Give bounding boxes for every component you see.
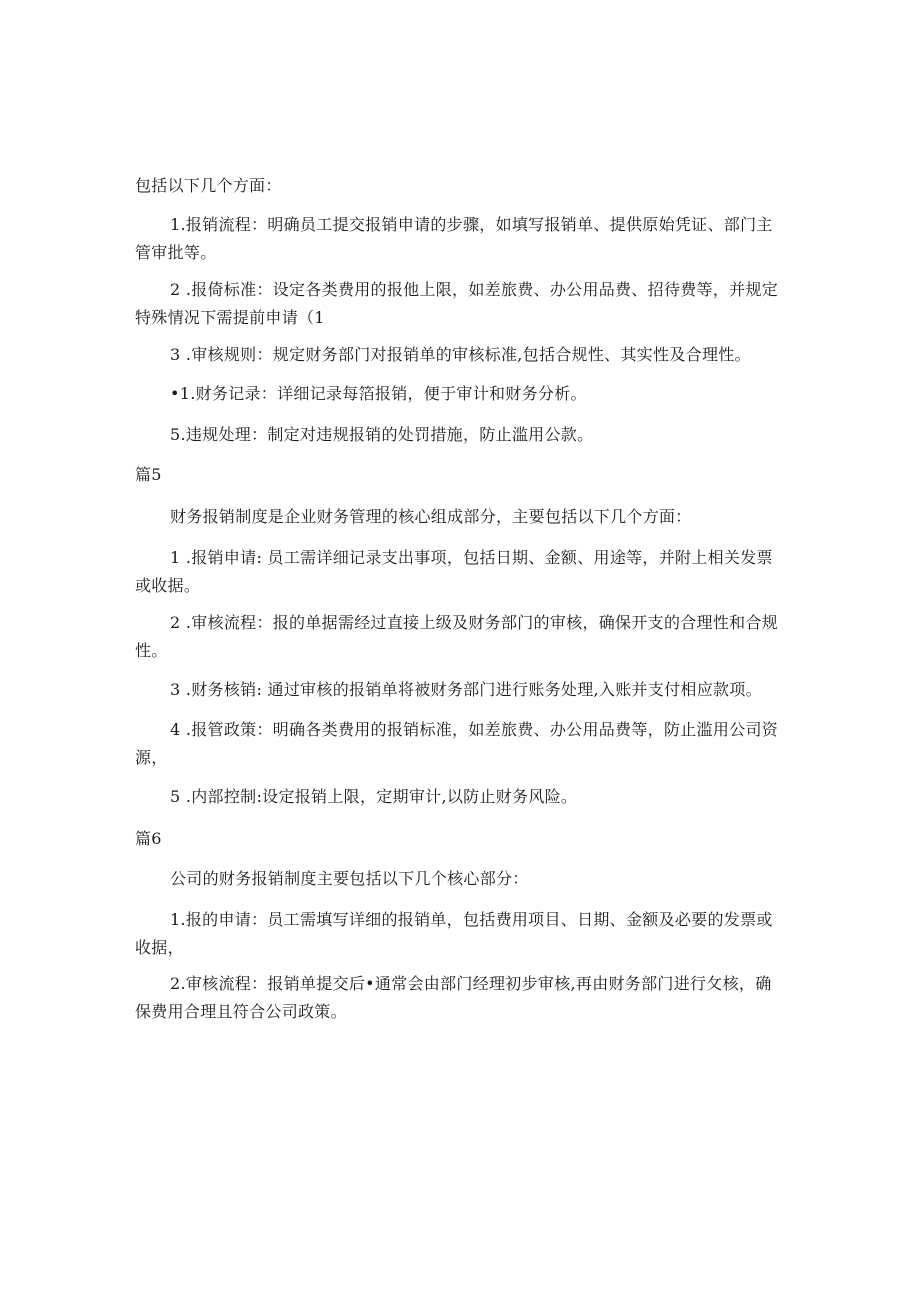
list-item: 4 .报管政策：明确各类费用的报销标准，如差旅费、办公用品费等，防止滥用公司资源， [135, 720, 779, 767]
section-heading: 篇6 [135, 829, 162, 848]
intro-paragraph: 公司的财务报销制度主要包括以下几个核心部分： [170, 869, 529, 888]
section-heading: 篇5 [135, 465, 162, 484]
list-item: 5 .内部控制:设定报销上限，定期审计,以防止财务风险。 [170, 787, 578, 806]
list-item: 5.违规处理：制定对违规报销的处罚措施，防止滥用公款。 [170, 425, 594, 444]
list-item: 2 .报倚标准：设定各类费用的报他上限，如差旅费、办公用品费、招待费等，并规定特殊情况下需提前申请（1 [135, 280, 779, 327]
list-item: 1 .报销申请: 员工需详细记录支出事项，包括日期、金额、用途等，并附上相关发票或收据。 [135, 548, 773, 595]
list-item: 2 .审核流程：报的单据需经过直接上级及财务部门的审核，确保开支的合理性和合规性。 [135, 613, 779, 660]
intro-paragraph: 包括以下几个方面： [135, 176, 282, 195]
list-item: 1.报的申请：员工需填写详细的报销单，包括费用项目、日期、金额及必要的发票或收据， [135, 910, 773, 957]
list-item: 3 .审核规则：规定财务部门对报销单的审核标准,包括合规性、其实性及合理性。 [170, 345, 751, 364]
list-item: •1.财务记录：详细记录每箔报销，便于审计和财务分析。 [170, 384, 587, 403]
intro-paragraph: 财务报销制度是企业财务管理的核心组成部分，主要包括以下几个方面： [170, 507, 692, 526]
list-item: 3 .财务核销: 通过审核的报销单将被财务部门进行账务处理,入账并支付相应款项。 [170, 680, 762, 699]
list-item: 1.报销流程：明确员工提交报销申请的步骤，如填写报销单、提供原始凭证、部门主管审批等。 [135, 215, 773, 262]
list-item: 2.审核流程：报销单提交后•通常会由部门经理初步审核,再由财务部门进行攵核，确保费用合理且符合公司政策。 [135, 974, 772, 1021]
